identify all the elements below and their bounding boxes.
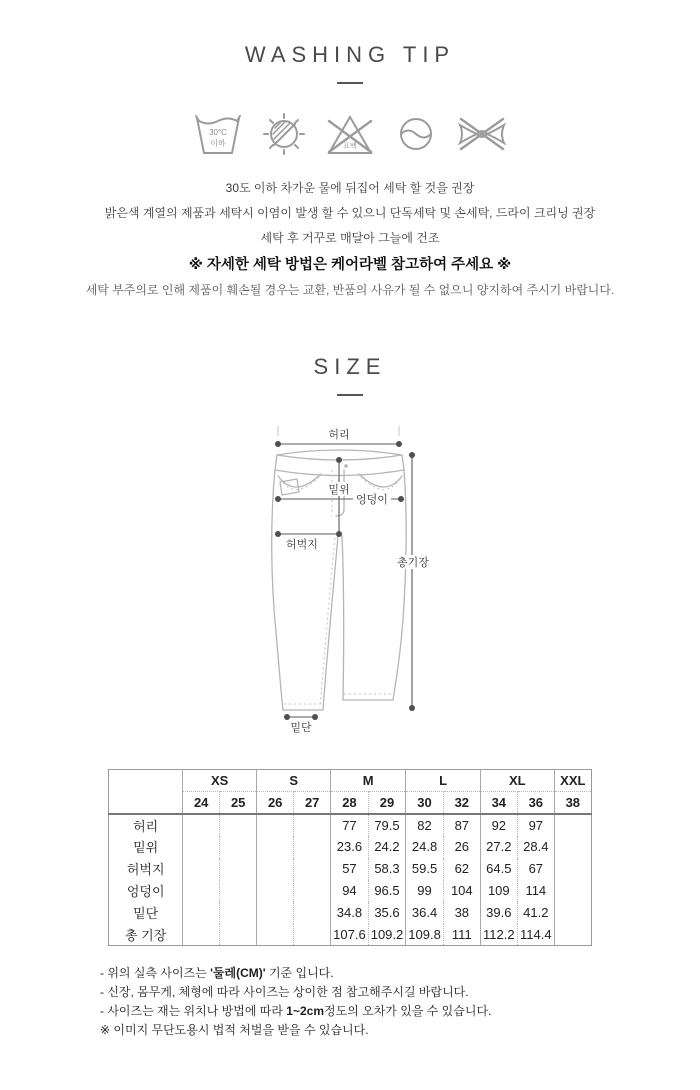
size-value-cell xyxy=(257,814,294,836)
row-label: 밑단 xyxy=(133,906,159,921)
note-line xyxy=(100,964,700,983)
table-row xyxy=(109,814,592,836)
table-corner-cell xyxy=(109,770,183,814)
size-group-header: S xyxy=(257,770,331,792)
note-text: - 사이즈는 재는 위치나 방법에 따라 xyxy=(100,1004,287,1018)
size-value-cell: 67 xyxy=(517,858,554,880)
size-column-header: 38 xyxy=(554,792,591,814)
size-value-cell xyxy=(257,858,294,880)
size-value-cell: 79.5 xyxy=(368,814,406,836)
note-line xyxy=(100,983,700,1002)
icon-temp-text: 30°C xyxy=(209,128,227,137)
size-value-cell xyxy=(294,902,331,924)
size-value-cell xyxy=(183,902,220,924)
size-value-cell: 39.6 xyxy=(480,902,517,924)
size-value-cell: 64.5 xyxy=(480,858,517,880)
table-row xyxy=(109,924,592,946)
size-value-cell xyxy=(554,880,591,902)
washing-line: 세탁 후 거꾸로 매달아 그늘에 건조 xyxy=(260,231,440,245)
size-value-cell xyxy=(183,836,220,858)
size-value-cell xyxy=(183,858,220,880)
size-value-cell xyxy=(294,858,331,880)
total-length-label: 총기장 xyxy=(397,557,429,569)
note-bold: 1~2cm xyxy=(286,1004,324,1018)
size-column-header: 36 xyxy=(517,792,554,814)
thigh-label: 허벅지 xyxy=(286,539,318,551)
row-label: 총 기장 xyxy=(125,927,167,943)
size-value-cell: 59.5 xyxy=(406,858,444,880)
diagram-labels xyxy=(286,427,429,734)
size-value-cell xyxy=(554,858,591,880)
size-value-cell: 92 xyxy=(480,814,517,836)
size-column-header: 24 xyxy=(183,792,220,814)
size-group-header: XXL xyxy=(554,770,591,792)
care-icons-row xyxy=(0,108,700,160)
size-value-cell: 36.4 xyxy=(406,902,444,924)
size-title: SIZE xyxy=(313,354,387,379)
row-label: 허벅지 xyxy=(126,862,165,877)
size-value-cell: 82 xyxy=(406,814,444,836)
size-value-cell xyxy=(554,924,591,946)
size-value-cell: 23.6 xyxy=(331,836,369,858)
size-column-header: 28 xyxy=(331,792,369,814)
size-column-header: 26 xyxy=(257,792,294,814)
size-value-cell xyxy=(554,836,591,858)
size-value-cell xyxy=(220,836,257,858)
water-wash-icon xyxy=(390,108,442,160)
size-column-header: 32 xyxy=(443,792,480,814)
size-value-cell xyxy=(294,836,331,858)
size-value-cell: 34.8 xyxy=(331,902,369,924)
size-value-cell: 62 xyxy=(443,858,480,880)
hem-label: 밑단 xyxy=(290,722,312,734)
washing-line: 밝은색 계열의 제품과 세탁시 이염이 발생 할 수 있으니 단독세탁 및 손세탁, 드라이 크리닝 권장 xyxy=(104,206,596,220)
size-group-header: XS xyxy=(183,770,257,792)
size-value-cell: 38 xyxy=(443,902,480,924)
size-value-cell xyxy=(257,924,294,946)
sun-dry-icon xyxy=(258,108,310,160)
size-value-cell: 97 xyxy=(517,814,554,836)
size-table-header xyxy=(109,770,592,814)
size-value-cell: 24.2 xyxy=(368,836,406,858)
icon-below-text: 이하 xyxy=(210,139,226,148)
size-value-cell xyxy=(294,814,331,836)
note-text: - 신장, 몸무게, 체형에 따라 사이즈는 상이한 점 참고해주시길 바랍니다. xyxy=(100,985,469,999)
note-line xyxy=(100,1021,700,1040)
size-value-cell: 109.8 xyxy=(406,924,444,946)
row-label: 엉덩이 xyxy=(126,884,165,899)
size-value-cell: 112.2 xyxy=(480,924,517,946)
washing-instructions xyxy=(0,176,700,302)
size-value-cell: 99 xyxy=(406,880,444,902)
wash-30c-icon xyxy=(192,108,244,160)
table-row xyxy=(109,858,592,880)
row-label: 밑위 xyxy=(133,840,159,855)
size-column-header: 27 xyxy=(294,792,331,814)
washing-caution-line: ※ 자세한 세탁 방법은 케어라벨 참고하여 주세요 ※ xyxy=(188,257,512,273)
title-divider xyxy=(337,82,363,84)
size-value-cell: 58.3 xyxy=(368,858,406,880)
size-value-cell: 114.4 xyxy=(517,924,554,946)
washing-line: 30도 이하 차가운 물에 뒤집어 세탁 할 것을 권장 xyxy=(225,181,475,195)
size-value-cell xyxy=(220,858,257,880)
size-table xyxy=(108,769,592,946)
size-value-cell: 107.6 xyxy=(331,924,369,946)
size-value-cell xyxy=(294,880,331,902)
size-column-header: 34 xyxy=(480,792,517,814)
size-value-cell xyxy=(257,836,294,858)
washing-tip-section xyxy=(0,0,700,302)
size-value-cell: 28.4 xyxy=(517,836,554,858)
size-value-cell: 96.5 xyxy=(368,880,406,902)
note-line xyxy=(100,1002,700,1021)
icon-bleach-text: 표백 xyxy=(343,143,357,150)
note-text: 기준 입니다. xyxy=(265,966,334,980)
size-value-cell: 41.2 xyxy=(517,902,554,924)
row-label: 허리 xyxy=(133,818,159,834)
size-value-cell xyxy=(220,880,257,902)
title-divider xyxy=(337,394,363,396)
size-group-header: L xyxy=(406,770,481,792)
size-value-cell: 57 xyxy=(331,858,369,880)
no-bleach-icon xyxy=(324,108,376,160)
waist-label: 허리 xyxy=(328,429,350,441)
size-table-body xyxy=(109,814,592,946)
size-value-cell: 109.2 xyxy=(368,924,406,946)
size-value-cell xyxy=(183,814,220,836)
size-value-cell: 94 xyxy=(331,880,369,902)
size-value-cell xyxy=(554,814,591,836)
size-value-cell: 35.6 xyxy=(368,902,406,924)
size-value-cell: 109 xyxy=(480,880,517,902)
size-value-cell: 26 xyxy=(443,836,480,858)
size-value-cell xyxy=(257,902,294,924)
size-value-cell: 114 xyxy=(517,880,554,902)
size-value-cell: 104 xyxy=(443,880,480,902)
washing-disclaimer: 세탁 부주의로 인해 제품이 훼손될 경우는 교환, 반품의 사유가 될 수 없으니 양지하여 주시기 바랍니다. xyxy=(85,283,615,297)
size-value-cell xyxy=(183,880,220,902)
size-group-header: XL xyxy=(480,770,554,792)
rise-label: 밑위 xyxy=(328,484,350,496)
table-row xyxy=(109,902,592,924)
size-value-cell xyxy=(183,924,220,946)
size-column-header: 25 xyxy=(220,792,257,814)
size-value-cell: 27.2 xyxy=(480,836,517,858)
size-value-cell xyxy=(220,814,257,836)
note-text: 정도의 오차가 있을 수 있습니다. xyxy=(324,1004,492,1018)
size-notes xyxy=(100,964,700,1040)
note-text: ※ 이미지 무단도용시 법적 처벌을 받을 수 있습니다. xyxy=(100,1023,369,1037)
size-column-header: 30 xyxy=(406,792,444,814)
size-value-cell: 111 xyxy=(443,924,480,946)
no-wring-icon xyxy=(456,108,508,160)
table-row xyxy=(109,880,592,902)
size-value-cell xyxy=(294,924,331,946)
size-column-header: 29 xyxy=(368,792,406,814)
size-value-cell xyxy=(220,924,257,946)
size-section xyxy=(0,354,700,1040)
size-value-cell xyxy=(554,902,591,924)
size-value-cell xyxy=(257,880,294,902)
note-text: - 위의 실측 사이즈는 xyxy=(100,966,211,980)
size-group-header: M xyxy=(331,770,406,792)
size-value-cell: 24.8 xyxy=(406,836,444,858)
size-value-cell: 77 xyxy=(331,814,369,836)
table-row xyxy=(109,836,592,858)
measurement-lines xyxy=(278,426,412,717)
note-bold: '둘레(CM)' xyxy=(210,966,266,980)
pants-diagram xyxy=(235,412,465,752)
washing-tip-title: WASHING TIP xyxy=(244,42,456,67)
size-value-cell: 87 xyxy=(443,814,480,836)
size-value-cell xyxy=(220,902,257,924)
hip-label: 엉덩이 xyxy=(356,494,388,506)
